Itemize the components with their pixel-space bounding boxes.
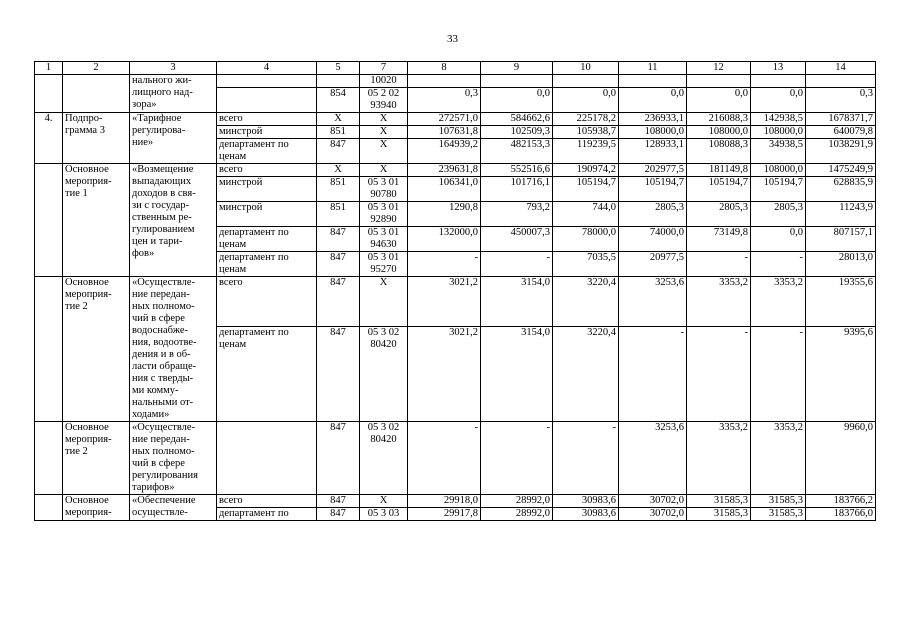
table-cell: 181149,8: [687, 164, 751, 177]
table-cell: «Осуществле- ние передан- ных полномо- чий в сфере регулирования тарифов»: [130, 422, 217, 495]
table-cell: 793,2: [481, 202, 553, 227]
table-cell: -: [481, 252, 553, 277]
table-cell: 05 3 01 95270: [360, 252, 408, 277]
table-cell: 2805,3: [751, 202, 806, 227]
table-cell: 0,3: [408, 88, 481, 113]
table-cell: 3353,2: [751, 422, 806, 495]
table-cell: нального жи- лищного над- зора»: [130, 75, 217, 113]
table-cell: 30702,0: [619, 495, 687, 508]
table-cell: 847: [317, 495, 360, 508]
table-cell: «Возмещение выпадающих доходов в свя- зи с государ- ственным ре- гулированием цен и тари- фов»: [130, 164, 217, 277]
table-cell: X: [360, 277, 408, 327]
table-cell: 28013,0: [806, 252, 876, 277]
table-cell: 450007,3: [481, 227, 553, 252]
table-cell: 05 3 03: [360, 508, 408, 521]
table-cell: 108000,0: [751, 164, 806, 177]
table-cell: Подпро- грамма 3: [63, 113, 130, 164]
table-cell: 20977,5: [619, 252, 687, 277]
table-cell: -: [751, 252, 806, 277]
header-row: [35, 62, 876, 75]
table-cell: X: [360, 139, 408, 164]
table-cell: 05 3 01 92890: [360, 202, 408, 227]
budget-table: [34, 61, 876, 521]
table-cell: 132000,0: [408, 227, 481, 252]
table-cell: X: [360, 164, 408, 177]
table-cell: департамент по ценам: [217, 139, 317, 164]
table-cell: 3220,4: [553, 326, 619, 421]
table-cell: 106341,0: [408, 177, 481, 202]
table-cell: 0,0: [751, 88, 806, 113]
table-cell: 31585,3: [751, 495, 806, 508]
table-cell: -: [687, 326, 751, 421]
table-cell: X: [360, 495, 408, 508]
table-cell: 854: [317, 88, 360, 113]
table-cell: 107631,8: [408, 126, 481, 139]
table-cell: [806, 75, 876, 88]
table-cell: 105194,7: [687, 177, 751, 202]
table-cell: [687, 75, 751, 88]
table-cell: 4.: [35, 113, 63, 164]
table-cell: минстрой: [217, 177, 317, 202]
table-cell: 851: [317, 177, 360, 202]
table-cell: 108000,0: [687, 126, 751, 139]
table-cell: 236933,1: [619, 113, 687, 126]
table-cell: 272571,0: [408, 113, 481, 126]
table-row: [35, 277, 876, 327]
table-cell: 9395,6: [806, 326, 876, 421]
table-cell: 78000,0: [553, 227, 619, 252]
table-cell: 216088,3: [687, 113, 751, 126]
table-cell: [35, 495, 63, 521]
table-cell: [217, 422, 317, 495]
table-cell: 584662,6: [481, 113, 553, 126]
column-header: 11: [619, 62, 687, 75]
table-cell: «Обеспечение осуществле-: [130, 495, 217, 521]
table-cell: 3021,2: [408, 277, 481, 327]
table-cell: [751, 75, 806, 88]
column-header: 3: [130, 62, 217, 75]
table-cell: 3220,4: [553, 277, 619, 327]
table-cell: 3154,0: [481, 277, 553, 327]
table-cell: 3353,2: [687, 277, 751, 327]
column-header: 12: [687, 62, 751, 75]
table-row: [35, 75, 876, 88]
table-cell: 0,3: [806, 88, 876, 113]
table-cell: 1038291,9: [806, 139, 876, 164]
table-cell: 3021,2: [408, 326, 481, 421]
table-cell: 183766,0: [806, 508, 876, 521]
table-cell: 05 3 01 90780: [360, 177, 408, 202]
table-cell: 105194,7: [619, 177, 687, 202]
table-cell: 0,0: [751, 227, 806, 252]
table-cell: 74000,0: [619, 227, 687, 252]
table-cell: 744,0: [553, 202, 619, 227]
table-cell: 7035,5: [553, 252, 619, 277]
table-cell: 847: [317, 277, 360, 327]
table-cell: 30983,6: [553, 495, 619, 508]
table-cell: Основное мероприя- тие 2: [63, 277, 130, 422]
column-header: 2: [63, 62, 130, 75]
column-header: 9: [481, 62, 553, 75]
table-cell: -: [553, 422, 619, 495]
table-cell: 3353,2: [687, 422, 751, 495]
table-cell: 31585,3: [687, 495, 751, 508]
table-cell: всего: [217, 113, 317, 126]
table-cell: «Тарифное регулирова- ние»: [130, 113, 217, 164]
table-cell: 1290,8: [408, 202, 481, 227]
table-cell: 847: [317, 326, 360, 421]
table-cell: всего: [217, 495, 317, 508]
page-number: 33: [447, 33, 458, 45]
table-cell: X: [360, 126, 408, 139]
table-cell: [63, 75, 130, 113]
table-cell: департамент по: [217, 508, 317, 521]
column-header: 4: [217, 62, 317, 75]
table-cell: 851: [317, 126, 360, 139]
table-cell: -: [751, 326, 806, 421]
table-cell: 29918,0: [408, 495, 481, 508]
table-cell: 552516,6: [481, 164, 553, 177]
table-row: [35, 164, 876, 177]
table-cell: -: [408, 422, 481, 495]
table-cell: 239631,8: [408, 164, 481, 177]
column-header: 13: [751, 62, 806, 75]
column-header: 5: [317, 62, 360, 75]
table-cell: 10020: [360, 75, 408, 88]
table-cell: [217, 88, 317, 113]
table-cell: [217, 75, 317, 88]
table-cell: 05 2 02 93940: [360, 88, 408, 113]
table-cell: [35, 422, 63, 495]
column-header: 14: [806, 62, 876, 75]
table-cell: 30983,6: [553, 508, 619, 521]
table-row: [35, 495, 876, 508]
table-cell: 183766,2: [806, 495, 876, 508]
table-cell: минстрой: [217, 126, 317, 139]
table-cell: 225178,2: [553, 113, 619, 126]
table-cell: 9960,0: [806, 422, 876, 495]
column-header: 7: [360, 62, 408, 75]
table-cell: 847: [317, 227, 360, 252]
table-cell: 11243,9: [806, 202, 876, 227]
table-cell: X: [317, 113, 360, 126]
table-cell: 119239,5: [553, 139, 619, 164]
table-cell: -: [687, 252, 751, 277]
table-cell: 19355,6: [806, 277, 876, 327]
table-cell: 628835,9: [806, 177, 876, 202]
table-cell: 108088,3: [687, 139, 751, 164]
table-cell: департамент по ценам: [217, 326, 317, 421]
table-cell: 29917,8: [408, 508, 481, 521]
table-cell: департамент по ценам: [217, 252, 317, 277]
table-cell: 1475249,9: [806, 164, 876, 177]
table-cell: 847: [317, 252, 360, 277]
table-cell: 142938,5: [751, 113, 806, 126]
table-cell: -: [619, 326, 687, 421]
column-header: 8: [408, 62, 481, 75]
table-cell: 3154,0: [481, 326, 553, 421]
table-cell: 0,0: [619, 88, 687, 113]
table-cell: минстрой: [217, 202, 317, 227]
table-cell: 1678371,7: [806, 113, 876, 126]
table-cell: [408, 75, 481, 88]
table-cell: -: [408, 252, 481, 277]
table-cell: 847: [317, 422, 360, 495]
table-cell: Основное мероприя- тие 1: [63, 164, 130, 277]
table-cell: [35, 164, 63, 277]
table-cell: 128933,1: [619, 139, 687, 164]
table-cell: 05 3 02 80420: [360, 422, 408, 495]
table-body: [35, 75, 876, 521]
table-cell: 108000,0: [751, 126, 806, 139]
table-cell: 105938,7: [553, 126, 619, 139]
table-cell: [35, 277, 63, 422]
table-cell: 28992,0: [481, 495, 553, 508]
table-cell: 73149,8: [687, 227, 751, 252]
table-cell: всего: [217, 277, 317, 327]
table-row: [35, 113, 876, 126]
table-cell: 482153,3: [481, 139, 553, 164]
table-cell: 847: [317, 508, 360, 521]
table-cell: «Осуществле- ние передан- ных полномо- чий в сфере водоснабже- ния, водоотве- дения и в об- ласти обраще- ния с тверды- ми комму- нальными от- ходами»: [130, 277, 217, 422]
table-cell: всего: [217, 164, 317, 177]
table-cell: [481, 75, 553, 88]
table-cell: 0,0: [687, 88, 751, 113]
table-cell: [35, 75, 63, 113]
table-cell: 31585,3: [687, 508, 751, 521]
table-cell: 640079,8: [806, 126, 876, 139]
table-cell: 190974,2: [553, 164, 619, 177]
table-cell: X: [360, 113, 408, 126]
table-cell: департамент по ценам: [217, 227, 317, 252]
table-cell: 3353,2: [751, 277, 806, 327]
column-header: 1: [35, 62, 63, 75]
table-cell: 34938,5: [751, 139, 806, 164]
table-cell: [553, 75, 619, 88]
table-cell: X: [317, 164, 360, 177]
table-cell: 05 3 01 94630: [360, 227, 408, 252]
table-cell: 28992,0: [481, 508, 553, 521]
table-cell: 0,0: [553, 88, 619, 113]
table-cell: 851: [317, 202, 360, 227]
table-cell: 105194,7: [751, 177, 806, 202]
table-cell: 05 3 02 80420: [360, 326, 408, 421]
table-cell: -: [481, 422, 553, 495]
table-cell: 2805,3: [619, 202, 687, 227]
table-cell: 3253,6: [619, 422, 687, 495]
table-cell: 202977,5: [619, 164, 687, 177]
table-cell: 3253,6: [619, 277, 687, 327]
table-cell: 105194,7: [553, 177, 619, 202]
table-cell: 164939,2: [408, 139, 481, 164]
table-cell: Основное мероприя- тие 2: [63, 422, 130, 495]
table-cell: 0,0: [481, 88, 553, 113]
table-cell: 101716,1: [481, 177, 553, 202]
table-cell: 102509,3: [481, 126, 553, 139]
column-header: 10: [553, 62, 619, 75]
table-cell: 847: [317, 139, 360, 164]
table-cell: Основное мероприя-: [63, 495, 130, 521]
table-cell: 30702,0: [619, 508, 687, 521]
table-cell: 2805,3: [687, 202, 751, 227]
table-cell: 108000,0: [619, 126, 687, 139]
table-row: [35, 422, 876, 495]
table-cell: 807157,1: [806, 227, 876, 252]
table-cell: [619, 75, 687, 88]
table-cell: 31585,3: [751, 508, 806, 521]
table-cell: [317, 75, 360, 88]
